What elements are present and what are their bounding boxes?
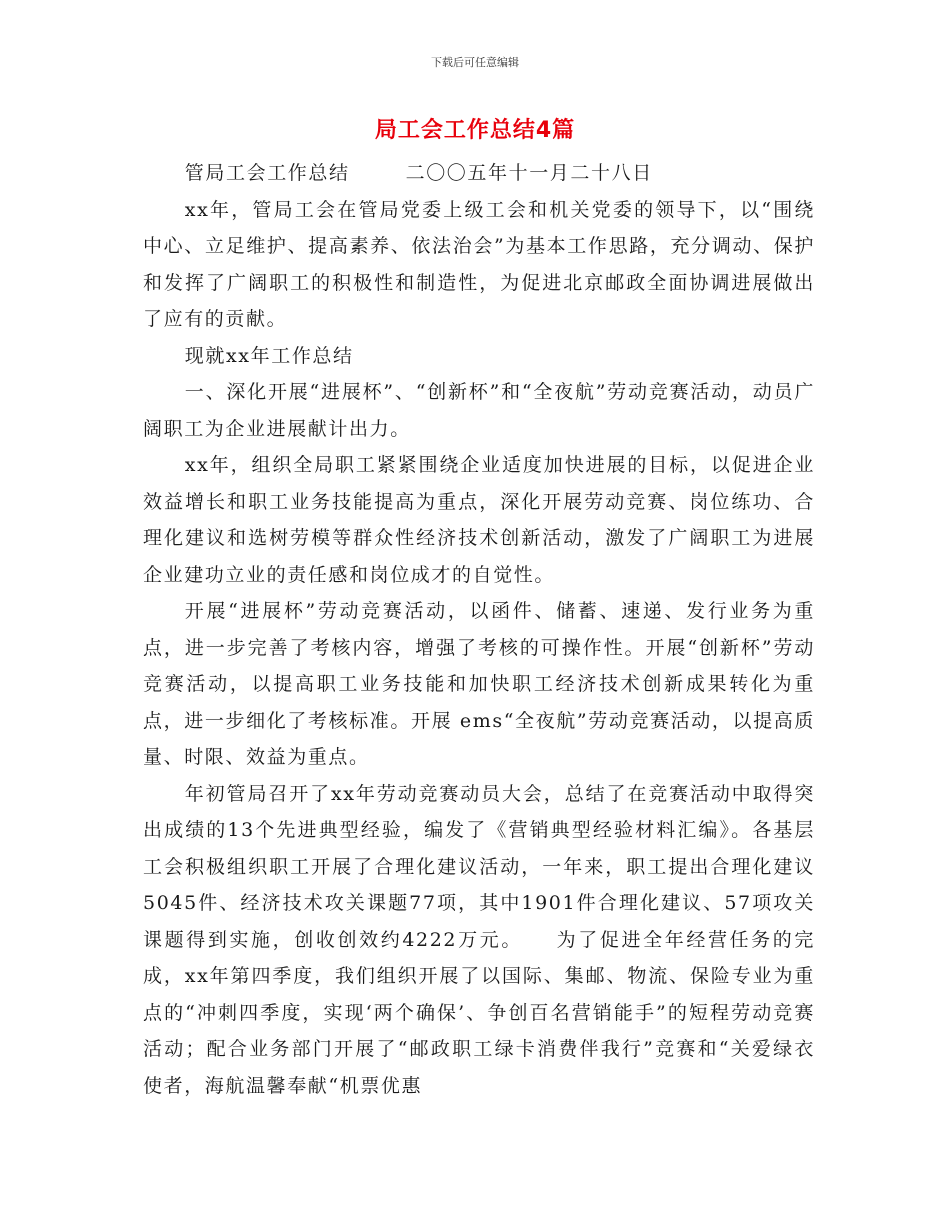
subtitle-line [143,155,815,192]
document-body [143,155,815,1104]
paragraph-3: 一、深化开展“进展杯”、“创新杯”和“全夜航”劳动竞赛活动，动员广阔职工为企业进展献计出力。 [143,381,815,440]
subtitle-org: 管局工会工作总结 [184,162,350,184]
paragraph-2: 现就xx年工作总结 [184,344,354,367]
subtitle-date: 二〇〇五年十一月二十八日 [405,162,653,184]
paragraph-6: 年初管局召开了xx年劳动竞赛动员大会，总结了在竞赛活动中取得突出成绩的13个先进典型经验，编发了《营销典型经验材料汇编》。各基层工会积极组织职工开展了合理化建议活动，一年来，职工提出合理化建议5045件、经济技术攻关课题77项，其中1901件合理化建议、57项攻关课题得到实施，创收创效约4222万元。 为了促进全年经营任务的完成，xx年第四季度，我们组织开展了以国际、集邮、物流、保险专业为重点的“冲刺四季度，实现‘两个确保’、争创百名营销能手”的短程劳动竞赛活动；配合业务部门开展了“邮政职工绿卡消费伴我行”竞赛和“关爱绿衣使者，海航温馨奉献“机票优惠 [143,782,815,1097]
paragraph-4: xx年，组织全局职工紧紧围绕企业适度加快进展的目标，以促进企业效益增长和职工业务技能提高为重点，深化开展劳动竞赛、岗位练功、合理化建议和选树劳模等群众性经济技术创新活动，激发了广阔职工为进展企业建功立业的责任感和岗位成才的自觉性。 [143,454,815,586]
paragraph-1: xx年，管局工会在管局党委上级工会和机关党委的领导下，以“围绕中心、立足维护、提高素养、依法治会”为基本工作思路，充分调动、保护和发挥了广阔职工的积极性和制造性，为促进北京邮政全面协调进展做出了应有的贡献。 [143,198,815,330]
document-title: 局工会工作总结4篇 [374,118,576,143]
paragraph-5: 开展“进展杯”劳动竞赛活动，以函件、储蓄、速递、发行业务为重点，进一步完善了考核内容，增强了考核的可操作性。开展“创新杯”劳动竞赛活动，以提高职工业务技能和加快职工经济技术创新成果转化为重点，进一步细化了考核标准。开展 ems“全夜航”劳动竞赛活动，以提高质量、时限、效益为重点。 [143,600,815,768]
header-note: 下载后可任意编辑 [431,56,519,69]
